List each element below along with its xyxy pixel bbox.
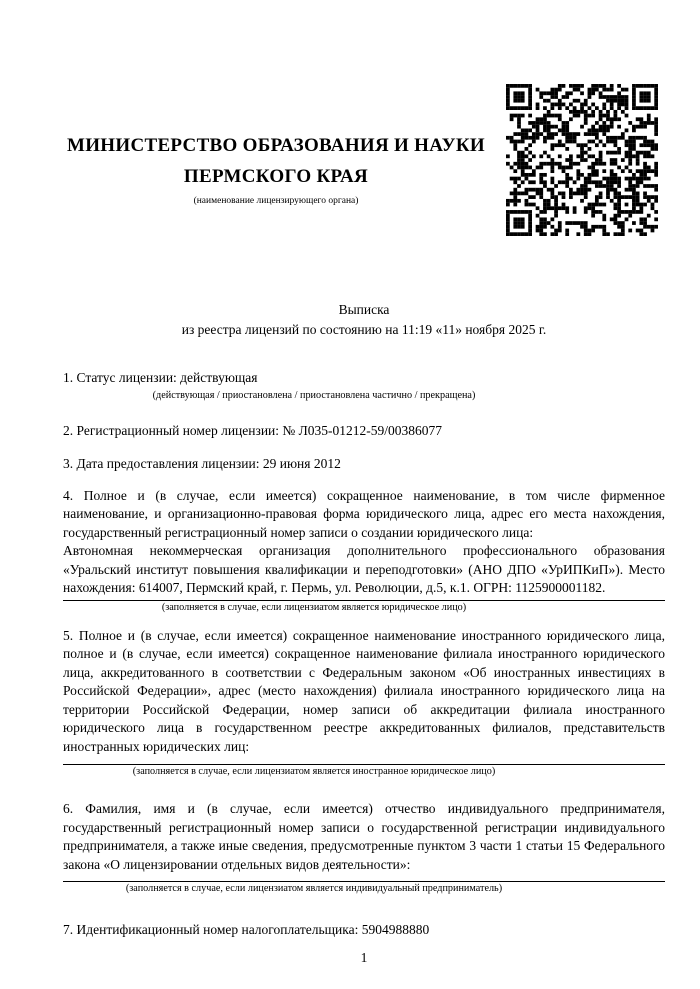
ministry-name-line1: МИНИСТЕРСТВО ОБРАЗОВАНИЯ И НАУКИ <box>66 135 486 156</box>
ministry-caption: (наименование лицензирующего органа) <box>193 196 359 206</box>
item-license-grant-date: 3. Дата предоставления лицензии: 29 июня 2012 <box>63 456 341 471</box>
item-individual-entrepreneur <box>63 800 665 874</box>
page-number: 1 <box>360 949 368 965</box>
document-body <box>63 300 665 967</box>
item-license-status: 1. Статус лицензии: действующая <box>63 370 258 385</box>
item-legal-entity-caption: (заполняется в случае, если лицензиатом является юридическое лицо) <box>161 601 467 613</box>
item-foreign-entity-heading: 5. Полное и (в случае, если имеется) сокращенное наименование иностранного юридического лица, полное и (в случае, если имеется) сокращенное наименование филиала иностранного юридического лица, аккредитованного в соответствии с Федеральным законом «Об иностранных инвестициях в Российской Федерации», адрес (место нахождения) филиала иностранного юридического лица на территории Российской Федерации, номер записи об аккредитации филиала иностранного юридического лица в государственном реестре аккредитованных филиалов, представительств иностранных юридических лиц: <box>63 627 665 754</box>
item-foreign-entity-caption: (заполняется в случае, если лицензиатом является иностранное юридическое лицо) <box>132 766 496 777</box>
item-taxpayer-number: 7. Идентификационный номер налогоплательщика: 5904988880 <box>63 922 430 937</box>
ministry-name <box>60 130 492 192</box>
item-legal-entity-value: Автономная некоммерческая организация дополнительного профессионального образования «Уральский институт повышения квалификации и переподготовки» (АНО ДПО «УрИПКиП»). Место нахождения: 614007, Пермский край, г. Пермь, ул. Революции, д.5, к.1. ОГРН: 1125900001182. <box>63 543 665 595</box>
ministry-name-line2: ПЕРМСКОГО КРАЯ <box>183 166 369 187</box>
item-legal-entity-heading: 4. Полное и (в случае, если имеется) сокращенное наименование, в том числе фирменное наименование, и организационно-правовая форма юридического лица, адрес его места нахождения, государственный регистрационный номер записи о создании юридического лица: <box>63 487 665 540</box>
document-title: Выписка <box>338 302 390 317</box>
item-foreign-entity <box>63 627 665 757</box>
item-individual-entrepreneur-caption: (заполняется в случае, если лицензиатом является индивидуальный предприниматель) <box>125 883 503 894</box>
item-legal-entity <box>63 487 665 598</box>
item-license-status-caption: (действующая / приостановлена / приостановлена частично / прекращена) <box>152 389 476 401</box>
item-registration-number: 2. Регистрационный номер лицензии: № Л035-01212-59/00386077 <box>63 422 443 438</box>
qr-code-icon <box>506 84 658 236</box>
document-title-block <box>63 300 665 340</box>
licensing-authority-header <box>60 130 492 207</box>
document-subtitle: из реестра лицензий по состоянию на 11:19 «11» ноября 2025 г. <box>181 322 547 337</box>
item-individual-entrepreneur-heading: 6. Фамилия, имя и (в случае, если имеется) отчество индивидуального предпринимателя, государственный регистрационный номер записи о государственной регистрации индивидуального предпринимателя, а также иные сведения, предусмотренные пунктом 3 части 1 статьи 15 Федерального закона «О лицензировании отдельных видов деятельности»: <box>63 801 665 872</box>
